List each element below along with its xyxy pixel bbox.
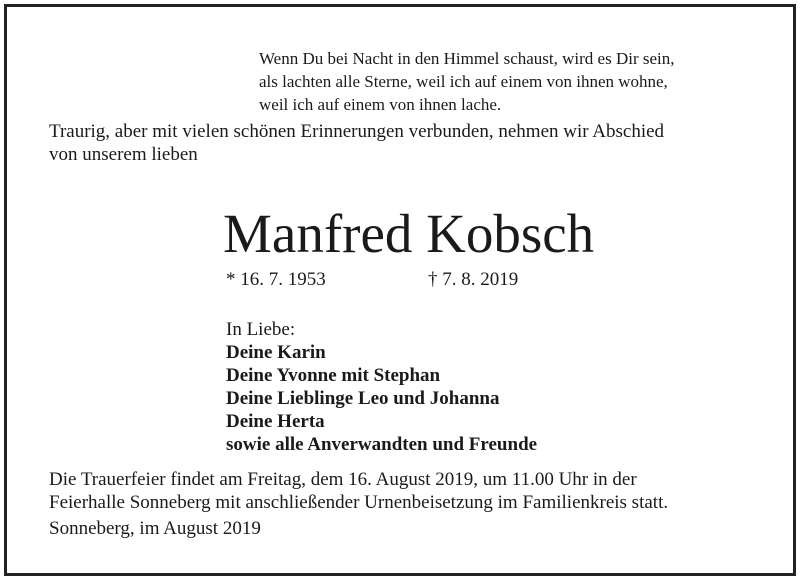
place-date: Sonneberg, im August 2019 xyxy=(49,518,261,539)
poem-line: weil ich auf einem von ihnen lache. xyxy=(259,95,502,114)
intro-text xyxy=(49,120,769,166)
intro-line: Traurig, aber mit vielen schönen Erinnerungen verbunden, nehmen wir Abschied xyxy=(49,121,665,142)
ceremony-line: Die Trauerfeier findet am Freitag, dem 16. August 2019, um 11.00 Uhr in der xyxy=(49,469,637,490)
poem-line: Wenn Du bei Nacht in den Himmel schaust, wird es Dir sein, xyxy=(259,49,675,68)
family-member: Deine Herta xyxy=(226,411,325,432)
death-date: † 7. 8. 2019 xyxy=(428,269,519,290)
poem-line: als lachten alle Sterne, weil ich auf einem von ihnen wohne, xyxy=(259,72,668,91)
ceremony-text xyxy=(49,468,761,514)
birth-date: * 16. 7. 1953 xyxy=(226,269,326,290)
family-member: Deine Yvonne mit Stephan xyxy=(226,365,441,386)
family-member: Deine Lieblinge Leo und Johanna xyxy=(226,388,500,409)
family-member: Deine Karin xyxy=(226,342,326,363)
family-member: sowie alle Anverwandten und Freunde xyxy=(226,434,538,455)
obituary-frame xyxy=(4,4,796,576)
family-label: In Liebe: xyxy=(226,319,296,340)
deceased-name: Manfred Kobsch xyxy=(223,203,595,264)
family-list xyxy=(226,341,537,456)
poem-quote xyxy=(259,47,675,116)
ceremony-line: Feierhalle Sonneberg mit anschließender Urnenbeisetzung im Familienkreis statt. xyxy=(49,492,669,513)
intro-line: von unserem lieben xyxy=(49,144,198,165)
